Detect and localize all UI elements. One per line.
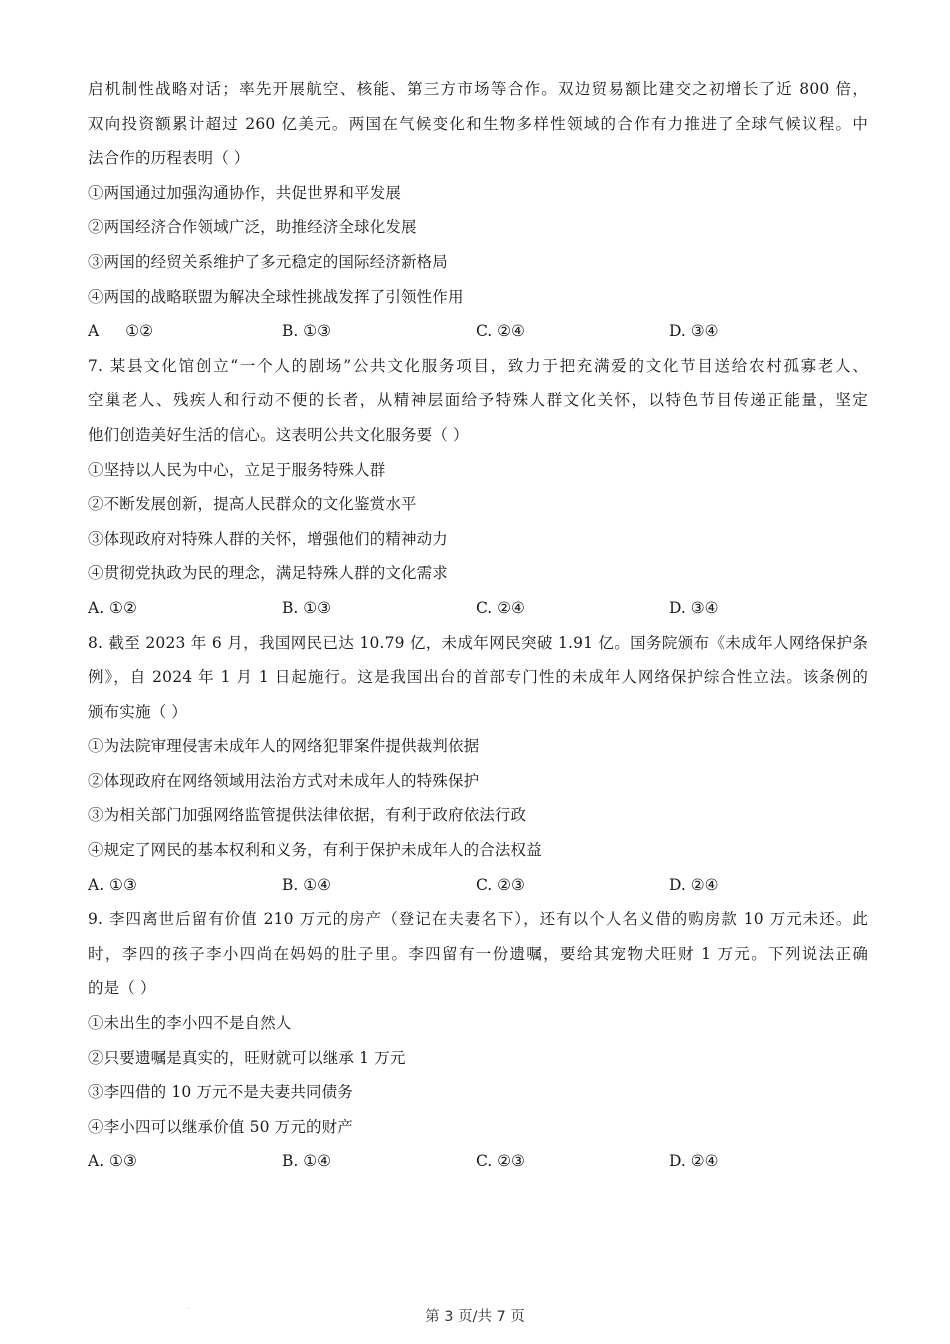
option-a-label: A	[88, 322, 100, 341]
stem-line: 7. 某县文化馆创立“一个人的剧场”公共文化服务项目，致力于把充满爱的文化节目送给农村孤寡老人、	[88, 356, 868, 375]
statement-2: ②体现政府在网络领域用法治方式对未成年人的特殊保护	[88, 771, 480, 790]
option-a-value: ①②	[125, 322, 153, 341]
question-7-stem	[88, 349, 868, 453]
stem-line: 启机制性战略对话；率先开展航空、核能、第三方市场等合作。双边贸易额比建交之初增长了近 800 倍，	[88, 80, 868, 98]
question-9-statements	[88, 1006, 868, 1144]
statement-4: ④贯彻党执政为民的理念，满足特殊人群的文化需求	[88, 564, 448, 583]
statement-2: ②两国经济合作领域广泛，助推经济全球化发展	[88, 218, 417, 237]
statement-3: ③为相关部门加强网络监管提供法律依据，有利于政府依法行政	[88, 806, 527, 825]
stem-line: 8. 截至 2023 年 6 月，我国网民已达 10.79 亿，未成年网民突破 1.91 亿。国务院颁布《未成年人网络保护条	[88, 633, 868, 652]
option-d[interactable]: D. ③④	[669, 598, 719, 617]
statement-4: ④规定了网民的基本权利和义务，有利于保护未成年人的合法权益	[88, 841, 542, 860]
question-8-stem	[88, 626, 868, 730]
option-a[interactable]	[88, 314, 153, 349]
option-a[interactable]: A. ①③	[88, 875, 137, 894]
option-b[interactable]: B. ①④	[282, 1152, 332, 1171]
question-9-stem	[88, 902, 868, 1006]
page-footer: 第 3 页/共 7 页	[425, 1309, 525, 1325]
option-d[interactable]: D. ②④	[669, 1152, 719, 1171]
question-7-options	[88, 591, 868, 626]
option-c[interactable]: C. ②④	[476, 322, 525, 341]
statement-1: ①未出生的李小四不是自然人	[88, 1014, 292, 1033]
option-c[interactable]: C. ②④	[476, 598, 525, 617]
option-d[interactable]: D. ②④	[669, 875, 719, 894]
question-8-statements	[88, 729, 868, 867]
document-page	[88, 72, 868, 1179]
statement-4: ④两国的战略联盟为解决全球性挑战发挥了引领性作用	[88, 287, 464, 306]
stem-line: 他们创造美好生活的信心。这表明公共文化服务要（ ）	[88, 425, 469, 444]
statement-2: ②不断发展创新，提高人民群众的文化鉴赏水平	[88, 495, 417, 514]
statement-1: ①为法院审理侵害未成年人的网络犯罪案件提供裁判依据	[88, 737, 480, 756]
question-9-options	[88, 1144, 868, 1179]
option-b[interactable]: B. ①④	[282, 875, 332, 894]
stem-line: 颁布实施（ ）	[88, 702, 187, 721]
stem-line: 法合作的历程表明（ ）	[88, 149, 250, 168]
statement-4: ④李小四可以继承价值 50 万元的财产	[88, 1117, 353, 1136]
option-c[interactable]: C. ②③	[476, 1152, 525, 1171]
option-d[interactable]: D. ③④	[669, 322, 719, 341]
question-6-statements	[88, 176, 868, 314]
statement-3: ③李四借的 10 万元不是夫妻共同债务	[88, 1083, 353, 1102]
statement-1: ①两国通过加强沟通协作，共促世界和平发展	[88, 183, 402, 202]
option-a[interactable]: A. ①②	[88, 598, 137, 617]
stem-line: 的是（ ）	[88, 979, 156, 998]
statement-3: ③两国的经贸关系维护了多元稳定的国际经济新格局	[88, 252, 448, 271]
option-b[interactable]: B. ①③	[282, 322, 332, 341]
option-a[interactable]: A. ①③	[88, 1152, 137, 1171]
statement-2: ②只要遗嘱是真实的，旺财就可以继承 1 万元	[88, 1048, 406, 1067]
stem-line: 时，李四的孩子李小四尚在妈妈的肚子里。李四留有一份遗嘱，要给其宠物犬旺财 1 万元。下列说法正确	[88, 944, 868, 963]
statement-3: ③体现政府对特殊人群的关怀，增强他们的精神动力	[88, 529, 448, 548]
stem-line: 双向投资额累计超过 260 亿美元。两国在气候变化和生物多样性领域的合作有力推进了全球气候议程。中	[88, 114, 868, 133]
stem-line: 9. 李四离世后留有价值 210 万元的房产（登记在夫妻名下），还有以个人名义借的购房款 10 万元未还。此	[88, 910, 868, 929]
question-8-options	[88, 868, 868, 903]
stem-line: 例》，自 2024 年 1 月 1 日起施行。这是我国出台的首部专门性的未成年人网络保护综合性立法。该条例的	[88, 668, 868, 687]
option-b[interactable]: B. ①③	[282, 598, 332, 617]
option-c[interactable]: C. ②③	[476, 875, 525, 894]
question-6-stem	[88, 72, 868, 176]
statement-1: ①坚持以人民为中心，立足于服务特殊人群	[88, 460, 386, 479]
stem-line: 空巢老人、残疾人和行动不便的长者，从精神层面给予特殊人群文化关怀，以特色节目传递正能量，坚定	[88, 391, 868, 410]
question-7-statements	[88, 453, 868, 591]
question-6-options	[88, 314, 868, 349]
